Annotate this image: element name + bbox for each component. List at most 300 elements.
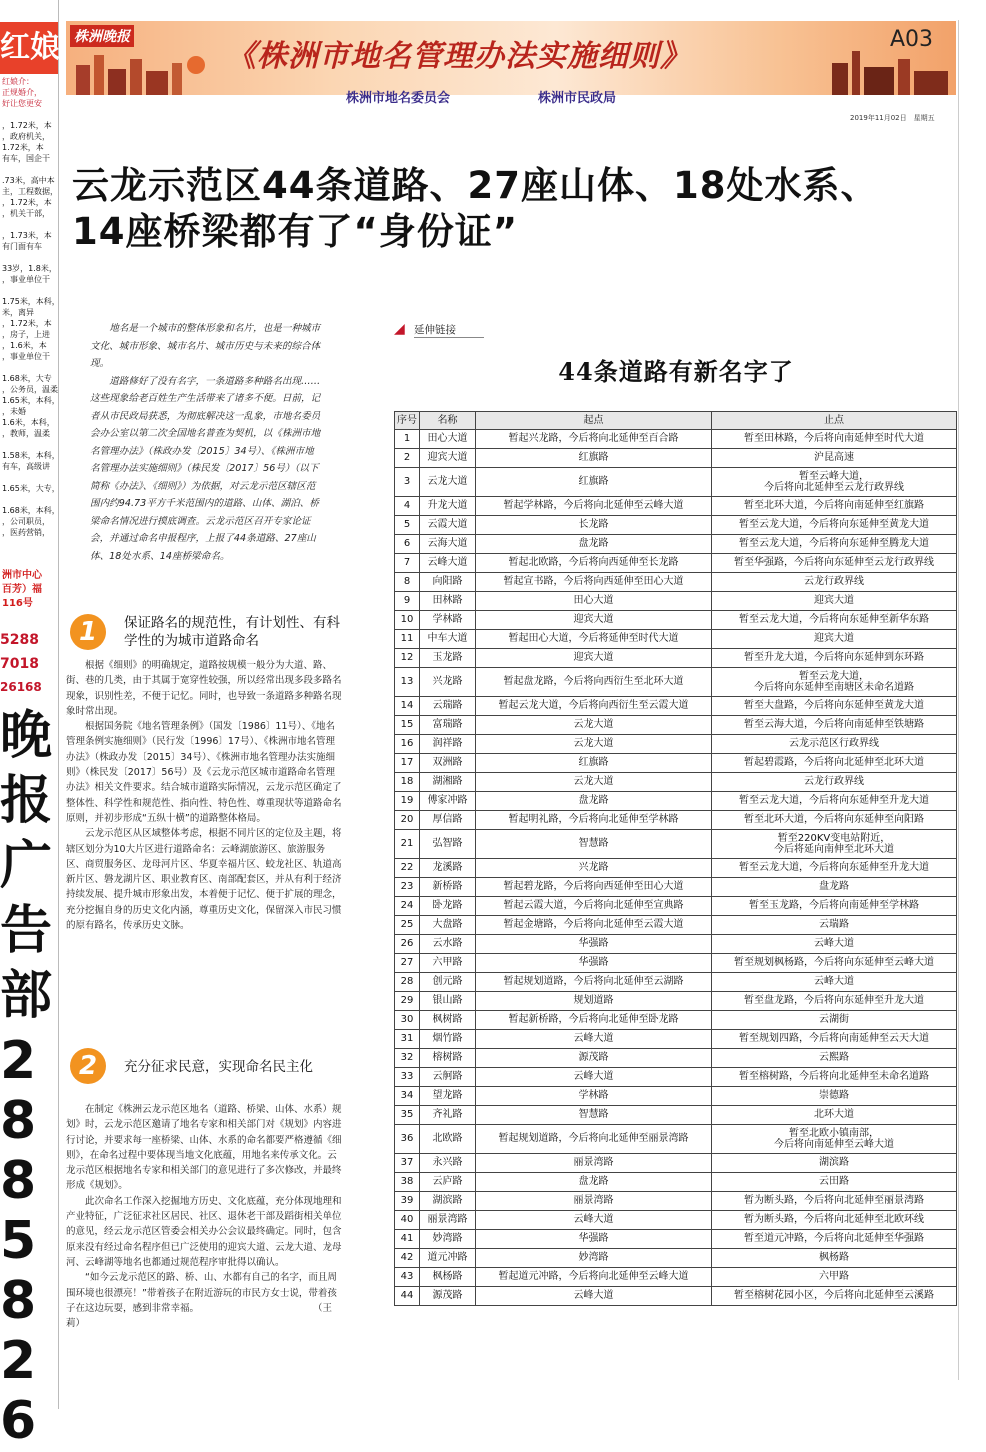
row-index: 26 bbox=[395, 935, 420, 954]
road-start: 暂起云霞大道，今后将向北延伸至宣典路 bbox=[476, 897, 712, 916]
row-index: 7 bbox=[395, 554, 420, 573]
table-row bbox=[395, 1249, 957, 1268]
road-end: 暂至规划四路，今后将向南延伸至云天大道 bbox=[712, 1030, 957, 1049]
ad-text-line: ，1.6米，本 bbox=[2, 341, 47, 350]
issue-date: 2019年11月02日 星期五 bbox=[850, 114, 935, 122]
road-name: 弘智路 bbox=[420, 830, 476, 859]
ad-room: 116号 bbox=[2, 598, 33, 609]
intro-paragraph: 道路修好了没有名字，一条道路多种路名出现……这些现象给老百姓生产生活带来了诸多不便。日前，记者从市民政局获悉，为彻底解决这一乱象，市地名委员会办公室以第二次全国地名普查为契机，以《株洲市地名管理办法》（株政办发〔2015〕34号）、《株洲市地名管理办法实施细则》（株民发〔2017〕56号）（以下简称《办法》、《细则》）为依据，对云龙示范区辖区范围内约94.73平方千米范围内的道路、山体、湖泊、桥梁命名情况进行摸底调查。云龙示范区召开专家论证会，并通过命名申报程序，上报了44条道路、27座山体、18处水系、14座桥梁命名。 bbox=[90, 375, 321, 562]
row-index: 13 bbox=[395, 668, 420, 697]
table-row bbox=[395, 497, 957, 516]
ad-big-char: 报 bbox=[0, 770, 53, 831]
ad-text-line bbox=[2, 494, 57, 505]
road-name: 向阳路 bbox=[420, 573, 476, 592]
road-end: 暂至云峰大道， 今后将向北延伸至云龙行政界线 bbox=[712, 468, 957, 497]
ad-text-line bbox=[2, 285, 57, 296]
ad-text-line bbox=[2, 439, 57, 450]
road-start: 源茂路 bbox=[476, 1049, 712, 1068]
row-index: 2 bbox=[395, 449, 420, 468]
road-end: 暂至榕树路，今后将向北延伸至未命名道路 bbox=[712, 1068, 957, 1087]
road-start: 暂起规划道路，今后将向北延伸至丽景湾路 bbox=[476, 1125, 712, 1154]
table-row bbox=[395, 878, 957, 897]
road-end: 暂至云海大道，今后将向南延伸至铁塘路 bbox=[712, 716, 957, 735]
road-end: 暂为断头路，今后将向北延伸至北欧环线 bbox=[712, 1211, 957, 1230]
road-name: 学林路 bbox=[420, 611, 476, 630]
row-index: 40 bbox=[395, 1211, 420, 1230]
arrow-down-right-icon: ◢ bbox=[394, 321, 405, 337]
row-index: 11 bbox=[395, 630, 420, 649]
road-name: 榕树路 bbox=[420, 1049, 476, 1068]
section-2-paragraph: 在制定《株洲云龙示范区地名（道路、桥梁、山体、水系）规划》时，云龙示范区邀请了地名专家和相关部门对《规划》内容进行讨论，并要求每一座桥梁、山体、水系的命名都要严格遵循《细则》，在命名过程中要体现当地文化底蕴，用地名来传承文化。云龙示范区根据地名专家和相关部门的意见进行了多次修改，并最终形成《规划》。 bbox=[66, 1104, 342, 1192]
road-names-table bbox=[394, 411, 957, 1306]
row-index: 30 bbox=[395, 1011, 420, 1030]
road-name: 双洲路 bbox=[420, 754, 476, 773]
road-end: 暂至田林路，今后将向南延伸至时代大道 bbox=[712, 430, 957, 449]
road-start: 华强路 bbox=[476, 1230, 712, 1249]
row-index: 36 bbox=[395, 1125, 420, 1154]
road-name: 创元路 bbox=[420, 973, 476, 992]
row-index: 8 bbox=[395, 573, 420, 592]
road-end: 暂至道元冲路，今后将向北延伸至华强路 bbox=[712, 1230, 957, 1249]
road-start: 智慧路 bbox=[476, 830, 712, 859]
road-start: 暂起兴龙路，今后将向北延伸至百合路 bbox=[476, 430, 712, 449]
road-start: 兴龙路 bbox=[476, 859, 712, 878]
row-index: 15 bbox=[395, 716, 420, 735]
road-end: 暂至玉龙路，今后将向南延伸至学林路 bbox=[712, 897, 957, 916]
ad-text-line: 有车，高级讲 bbox=[2, 462, 50, 471]
road-name: 北欧路 bbox=[420, 1125, 476, 1154]
table-row bbox=[395, 916, 957, 935]
row-index: 1 bbox=[395, 430, 420, 449]
road-start: 云龙大道 bbox=[476, 773, 712, 792]
ad-big-digit: 6 bbox=[0, 1391, 37, 1451]
ad-text-line: ，机关干部， bbox=[2, 209, 50, 218]
header-end: 止点 bbox=[712, 412, 957, 430]
ad-text-line: 1.65米，本科， bbox=[2, 396, 60, 405]
table-row bbox=[395, 1106, 957, 1125]
table-row bbox=[395, 1030, 957, 1049]
road-end: 暂起碧霞路，今后将向北延伸至北环大道 bbox=[712, 754, 957, 773]
road-end: 暂至北环大道，今后将向东延伸至向阳路 bbox=[712, 811, 957, 830]
ad-text-line bbox=[2, 472, 57, 483]
road-start: 规划道路 bbox=[476, 992, 712, 1011]
road-end: 六甲路 bbox=[712, 1268, 957, 1287]
banner-sponsor-2: 株洲市民政局 bbox=[538, 91, 617, 106]
row-index: 44 bbox=[395, 1287, 420, 1306]
road-name: 望龙路 bbox=[420, 1087, 476, 1106]
road-end: 沪昆高速 bbox=[712, 449, 957, 468]
road-start: 暂起云龙大道，今后将向西衍生至云霞大道 bbox=[476, 697, 712, 716]
road-start: 暂起学林路，今后将向北延伸至云峰大道 bbox=[476, 497, 712, 516]
table-row bbox=[395, 792, 957, 811]
header-index: 序号 bbox=[395, 412, 420, 430]
table-row bbox=[395, 1068, 957, 1087]
ad-text-line: 红娘介： bbox=[2, 77, 34, 86]
road-start: 暂起北欧路，今后将向西延伸至长龙路 bbox=[476, 554, 712, 573]
table-row bbox=[395, 649, 957, 668]
intro-text bbox=[90, 320, 323, 565]
road-end: 暂至榕树花园小区，今后将向北延伸至云溪路 bbox=[712, 1287, 957, 1306]
table-row bbox=[395, 973, 957, 992]
table-row bbox=[395, 716, 957, 735]
road-end: 暂至云龙大道，今后将向东延伸至升龙大道 bbox=[712, 859, 957, 878]
section-2-number: 2 bbox=[70, 1048, 106, 1084]
row-index: 10 bbox=[395, 611, 420, 630]
road-start: 云峰大道 bbox=[476, 1030, 712, 1049]
ad-big-digit: 2 bbox=[0, 1031, 37, 1091]
ad-text-line: ，事业单位干 bbox=[2, 275, 50, 284]
row-index: 39 bbox=[395, 1192, 420, 1211]
road-start: 盘龙路 bbox=[476, 1173, 712, 1192]
row-index: 4 bbox=[395, 497, 420, 516]
table-row bbox=[395, 1230, 957, 1249]
road-name: 云水路 bbox=[420, 935, 476, 954]
table-row bbox=[395, 859, 957, 878]
road-name: 云瑞路 bbox=[420, 697, 476, 716]
road-end: 暂至北环大道，今后将向南延伸至红旗路 bbox=[712, 497, 957, 516]
row-index: 34 bbox=[395, 1087, 420, 1106]
road-name: 妙湾路 bbox=[420, 1230, 476, 1249]
ad-text-line: 1.6米，本科， bbox=[2, 418, 55, 427]
road-name: 道元冲路 bbox=[420, 1249, 476, 1268]
left-ad-strip bbox=[0, 0, 60, 1451]
ad-text-line: 1.65米，大专， bbox=[2, 484, 60, 493]
road-end: 云峰大道 bbox=[712, 935, 957, 954]
road-end: 暂至升龙大道，今后将向东延伸到东环路 bbox=[712, 649, 957, 668]
section-2-title: 充分征求民意，实现命名民主化 bbox=[124, 1059, 313, 1075]
road-end: 暂至华强路，今后将向东延伸至云龙行政界线 bbox=[712, 554, 957, 573]
road-name: 新桥路 bbox=[420, 878, 476, 897]
ad-tel-2: 7018 bbox=[0, 656, 39, 672]
road-end: 暂至云龙大道，今后将向东延伸至升龙大道 bbox=[712, 792, 957, 811]
table-row bbox=[395, 754, 957, 773]
row-index: 37 bbox=[395, 1154, 420, 1173]
ad-text-line: ，公司职员， bbox=[2, 517, 50, 526]
road-name: 烟竹路 bbox=[420, 1030, 476, 1049]
ad-big-digit: 8 bbox=[0, 1091, 37, 1151]
table-row bbox=[395, 573, 957, 592]
road-end: 暂至盘龙路，今后将向东延伸至升龙大道 bbox=[712, 992, 957, 1011]
ad-text-line bbox=[2, 362, 57, 373]
road-start: 迎宾大道 bbox=[476, 611, 712, 630]
ad-text-line: 1.68米，本科， bbox=[2, 506, 60, 515]
road-name: 云霞大道 bbox=[420, 516, 476, 535]
ad-big-char: 告 bbox=[0, 900, 53, 961]
table-row bbox=[395, 1011, 957, 1030]
road-start: 暂起田心大道，今后将延伸至时代大道 bbox=[476, 630, 712, 649]
road-end: 暂至云龙大道，今后将向东延伸至新华东路 bbox=[712, 611, 957, 630]
road-start: 云峰大道 bbox=[476, 1068, 712, 1087]
road-start: 暂起盘龙路，今后将向西衍生至北环大道 bbox=[476, 668, 712, 697]
road-start: 盘龙路 bbox=[476, 535, 712, 554]
extension-link-label: 延伸链接 bbox=[414, 322, 484, 338]
headline-line-2: 14座桥梁都有了“身份证” bbox=[72, 210, 519, 253]
road-end: 崇德路 bbox=[712, 1087, 957, 1106]
road-end: 暂至大盘路，今后将向东延伸至黄龙大道 bbox=[712, 697, 957, 716]
ad-brand: 红娘 bbox=[0, 22, 58, 74]
road-start: 云峰大道 bbox=[476, 1211, 712, 1230]
table-row bbox=[395, 992, 957, 1011]
table-row bbox=[395, 1192, 957, 1211]
road-end: 暂至规划枫杨路，今后将向东延伸至云峰大道 bbox=[712, 954, 957, 973]
section-2-paragraph: “如今云龙示范区的路、桥、山、水都有自己的名字，而且周围环境也很漂亮！”带着孩子在附近游玩的市民方女士说，带着孩子在这边玩耍，感到非常幸福。 （王莉） bbox=[66, 1272, 337, 1330]
table-row bbox=[395, 535, 957, 554]
road-end: 云湖街 bbox=[712, 1011, 957, 1030]
ad-big-digit: 8 bbox=[0, 1151, 37, 1211]
ad-text-line: 好让您更安 bbox=[2, 99, 42, 108]
table-row bbox=[395, 611, 957, 630]
table-row bbox=[395, 516, 957, 535]
section-2-body bbox=[66, 1102, 342, 1331]
road-name: 湖滨路 bbox=[420, 1192, 476, 1211]
table-title: 44条道路有新名字了 bbox=[558, 357, 794, 386]
section-1-body bbox=[66, 658, 342, 933]
road-name: 田心大道 bbox=[420, 430, 476, 449]
row-index: 22 bbox=[395, 859, 420, 878]
table-row bbox=[395, 1287, 957, 1306]
row-index: 14 bbox=[395, 697, 420, 716]
row-index: 5 bbox=[395, 516, 420, 535]
road-name: 玉龙路 bbox=[420, 649, 476, 668]
road-name: 枫树路 bbox=[420, 1011, 476, 1030]
section-1-title: 保证路名的规范性，有计划性、有科学性的为城市道路命名 bbox=[124, 615, 340, 649]
road-end: 迎宾大道 bbox=[712, 592, 957, 611]
road-name: 六甲路 bbox=[420, 954, 476, 973]
road-start: 智慧路 bbox=[476, 1106, 712, 1125]
ad-address: 百芳）福 bbox=[2, 584, 42, 595]
row-index: 3 bbox=[395, 468, 420, 497]
road-end: 湖滨路 bbox=[712, 1154, 957, 1173]
table-row bbox=[395, 1154, 957, 1173]
road-name: 源茂路 bbox=[420, 1287, 476, 1306]
road-name: 云舸路 bbox=[420, 1068, 476, 1087]
ad-text-line: 有车，国企干 bbox=[2, 154, 50, 163]
ad-text-line bbox=[2, 219, 57, 230]
table-row bbox=[395, 1211, 957, 1230]
road-end: 云龙示范区行政界线 bbox=[712, 735, 957, 754]
road-start: 云龙大道 bbox=[476, 716, 712, 735]
road-name: 丽景湾路 bbox=[420, 1211, 476, 1230]
table-row bbox=[395, 1173, 957, 1192]
ad-text-line: ，公务员，温柔 bbox=[2, 385, 58, 394]
row-index: 19 bbox=[395, 792, 420, 811]
road-start: 暂起宣书路，今后将向西延伸至田心大道 bbox=[476, 573, 712, 592]
row-index: 41 bbox=[395, 1230, 420, 1249]
table-row bbox=[395, 449, 957, 468]
table-row bbox=[395, 430, 957, 449]
road-end: 云瑞路 bbox=[712, 916, 957, 935]
road-end: 云田路 bbox=[712, 1173, 957, 1192]
table-row bbox=[395, 811, 957, 830]
factory-illustration bbox=[826, 45, 956, 95]
road-start: 丽景湾路 bbox=[476, 1154, 712, 1173]
road-name: 银山路 bbox=[420, 992, 476, 1011]
road-name: 云峰大道 bbox=[420, 554, 476, 573]
row-index: 24 bbox=[395, 897, 420, 916]
table-row bbox=[395, 1125, 957, 1154]
road-start: 暂起碧龙路，今后将向西延伸至田心大道 bbox=[476, 878, 712, 897]
page-number: A03 bbox=[890, 27, 934, 52]
ad-text-line bbox=[2, 252, 57, 263]
row-index: 18 bbox=[395, 773, 420, 792]
road-start: 暂起道元冲路，今后将向北延伸至云峰大道 bbox=[476, 1268, 712, 1287]
intro-paragraph: 地名是一个城市的整体形象和名片，也是一种城市文化、城市形象、城市名片、城市历史与未来的综合体现。 bbox=[90, 323, 321, 369]
road-start: 红旗路 bbox=[476, 754, 712, 773]
header-name: 名称 bbox=[420, 412, 476, 430]
section-1-paragraph: 根据《细则》的明确规定，道路按规模一般分为大道、路、街、巷的几类，由于其属于宽穿性较强，所以经常出现多段多路名现象，识别性差，不便于记忆。同时，也导致一条道路多种路名现象时常出现。 bbox=[66, 660, 342, 717]
road-name: 齐礼路 bbox=[420, 1106, 476, 1125]
row-index: 16 bbox=[395, 735, 420, 754]
row-index: 28 bbox=[395, 973, 420, 992]
road-end: 暂至北欧小镇南部， 今后将向南延伸至云峰大道 bbox=[712, 1125, 957, 1154]
row-index: 20 bbox=[395, 811, 420, 830]
road-end: 暂至220KV变电站附近， 今后将延向南伸至北环大道 bbox=[712, 830, 957, 859]
table-row bbox=[395, 468, 957, 497]
table-row bbox=[395, 954, 957, 973]
road-name: 润祥路 bbox=[420, 735, 476, 754]
table-row bbox=[395, 897, 957, 916]
table-row bbox=[395, 735, 957, 754]
road-name: 富瑞路 bbox=[420, 716, 476, 735]
row-index: 25 bbox=[395, 916, 420, 935]
table-body bbox=[395, 430, 957, 1306]
road-start: 红旗路 bbox=[476, 468, 712, 497]
row-index: 38 bbox=[395, 1173, 420, 1192]
headline-line-1: 云龙示范区44条道路、27座山体、18处水系、 bbox=[72, 164, 879, 207]
ad-text-line: 1.58米，本科， bbox=[2, 451, 60, 460]
section-2-paragraph: 此次命名工作深入挖掘地方历史、文化底蕴，充分体现地理和产业特征，广泛征求社区居民、社区、退休老干部及蹈街相关单位的意见，经云龙示范区管委会相关办公会议最终确定。同时，包含原来没有经过命名程序但已广泛使用的迎宾大道、云龙大道、龙母河、云峰湖等地名也都通过规范程序审批得以确认。 bbox=[66, 1195, 342, 1268]
road-name: 厚信路 bbox=[420, 811, 476, 830]
road-end: 暂至云龙大道，今后将向东延伸至黄龙大道 bbox=[712, 516, 957, 535]
row-index: 35 bbox=[395, 1106, 420, 1125]
road-name: 傅家冲路 bbox=[420, 792, 476, 811]
table-row bbox=[395, 697, 957, 716]
road-start: 暂起规划道路，今后将向北延伸至云湖路 bbox=[476, 973, 712, 992]
ad-text-line bbox=[2, 164, 57, 175]
road-name: 永兴路 bbox=[420, 1154, 476, 1173]
ad-text-line: ，房子，上进 bbox=[2, 330, 50, 339]
road-name: 枫杨路 bbox=[420, 1268, 476, 1287]
ad-text-line: 1.68米，大专 bbox=[2, 374, 52, 383]
ad-text-line bbox=[2, 109, 57, 120]
right-margin-line bbox=[958, 20, 960, 1380]
headline bbox=[72, 163, 962, 255]
banner-title: 《株洲市地名管理办法实施细则》 bbox=[226, 39, 691, 74]
road-name: 中车大道 bbox=[420, 630, 476, 649]
road-end: 枫杨路 bbox=[712, 1249, 957, 1268]
road-end: 北环大道 bbox=[712, 1106, 957, 1125]
table-row bbox=[395, 630, 957, 649]
ad-text-line: ，1.72米，本 bbox=[2, 319, 52, 328]
ad-tel-3: 26168 bbox=[0, 680, 42, 694]
ad-text-line: 主，工程数据， bbox=[2, 187, 58, 196]
road-name: 田林路 bbox=[420, 592, 476, 611]
row-index: 42 bbox=[395, 1249, 420, 1268]
ad-text-line: 正规婚介， bbox=[2, 88, 42, 97]
page-banner bbox=[66, 21, 956, 106]
ad-text-line: ，1.73米，本 bbox=[2, 231, 52, 240]
road-start: 田心大道 bbox=[476, 592, 712, 611]
ad-text-line: ，事业单位干 bbox=[2, 352, 50, 361]
row-index: 31 bbox=[395, 1030, 420, 1049]
road-name: 云海大道 bbox=[420, 535, 476, 554]
row-index: 17 bbox=[395, 754, 420, 773]
row-index: 32 bbox=[395, 1049, 420, 1068]
newspaper-logo: 株洲晚报 bbox=[70, 25, 134, 47]
road-end: 暂至云龙大道，今后将向东延伸至腾龙大道 bbox=[712, 535, 957, 554]
row-index: 33 bbox=[395, 1068, 420, 1087]
row-index: 6 bbox=[395, 535, 420, 554]
road-name: 云龙大道 bbox=[420, 468, 476, 497]
road-name: 湖湘路 bbox=[420, 773, 476, 792]
ad-big-char: 晚 bbox=[0, 705, 53, 766]
road-start: 红旗路 bbox=[476, 449, 712, 468]
road-end: 云龙行政界线 bbox=[712, 573, 957, 592]
ad-big-digit: 5 bbox=[0, 1211, 37, 1271]
ad-tel-1: 5288 bbox=[0, 632, 39, 648]
ad-text-line: 有门面有车 bbox=[2, 242, 42, 251]
ad-text-line: 1.75米，本科， bbox=[2, 297, 60, 306]
ad-text-line: ，未婚 bbox=[2, 407, 26, 416]
ad-text-lines bbox=[2, 76, 60, 538]
table-row bbox=[395, 554, 957, 573]
ad-text-line: .73米，高中本 bbox=[2, 176, 55, 185]
road-end: 盘龙路 bbox=[712, 878, 957, 897]
section-1-paragraph: 根据国务院《地名管理条例》（国发〔1986〕11号）、《地名管理条例实施细则》（民行发〔1996〕17号）、《株洲市地名管理办法》（株政办发〔2015〕34号）、《株洲市地名管理办法实施细则》（株民发〔2017〕56号）及《云龙示范区城市道路命名管理办法》相关文件要求。结合城市道路实际情况，云龙示范区确定了整体性、科学性和规范性、指向性、特色性、尊重现状等道路命名原则，并初步形成“五纵十横”的道路整体格局。 bbox=[66, 721, 342, 824]
road-name: 云庐路 bbox=[420, 1173, 476, 1192]
road-start: 华强路 bbox=[476, 935, 712, 954]
road-end: 云龙行政界线 bbox=[712, 773, 957, 792]
ad-big-digit: 8 bbox=[0, 1271, 37, 1331]
ad-text-line: 33岁，1.8米， bbox=[2, 264, 57, 273]
road-end: 云熙路 bbox=[712, 1049, 957, 1068]
row-index: 21 bbox=[395, 830, 420, 859]
road-name: 兴龙路 bbox=[420, 668, 476, 697]
road-start: 云峰大道 bbox=[476, 1287, 712, 1306]
row-index: 12 bbox=[395, 649, 420, 668]
ad-text-line: 米，离异 bbox=[2, 308, 34, 317]
road-end: 暂至云龙大道， 今后将向东延伸至南塘区未命名道路 bbox=[712, 668, 957, 697]
road-end: 暂为断头路，今后将向北延伸至丽景湾路 bbox=[712, 1192, 957, 1211]
table-row bbox=[395, 830, 957, 859]
banner-sponsor-1: 株洲市地名委员会 bbox=[346, 91, 451, 106]
table-row bbox=[395, 773, 957, 792]
table-row bbox=[395, 935, 957, 954]
ad-big-digit: 2 bbox=[0, 1331, 37, 1391]
ad-text-line: ，政府机关， bbox=[2, 132, 50, 141]
road-start: 迎宾大道 bbox=[476, 649, 712, 668]
road-name: 龙溪路 bbox=[420, 859, 476, 878]
road-start: 长龙路 bbox=[476, 516, 712, 535]
road-name: 卧龙路 bbox=[420, 897, 476, 916]
road-name: 升龙大道 bbox=[420, 497, 476, 516]
section-1-paragraph: 云龙示范区从区域整体考虑，根据不同片区的定位及主题，将辖区划分为10大片区进行道路命名：云峰湖旅游区、旅游服务区、商贸服务区、龙母河片区、华夏幸福片区、蛟龙社区、轨道高新片区、磐龙湖片区、职业教育区、南部配套区，并从有利于经济持续发展、提升城市形象出发，本着便于记忆、便于扩展的理念，充分挖掘自身的历史文化内涵，尊重历史文化，保留深入市民习惯的原有路名，传承历史文脉。 bbox=[66, 828, 342, 932]
ad-text-line: ，1.72米，本 bbox=[2, 121, 52, 130]
road-start: 华强路 bbox=[476, 954, 712, 973]
road-end: 云峰大道 bbox=[712, 973, 957, 992]
road-start: 学林路 bbox=[476, 1087, 712, 1106]
road-end: 迎宾大道 bbox=[712, 630, 957, 649]
row-index: 9 bbox=[395, 592, 420, 611]
header-start: 起点 bbox=[476, 412, 712, 430]
ad-center: 洲市中心 bbox=[2, 570, 42, 581]
road-name: 迎宾大道 bbox=[420, 449, 476, 468]
road-start: 丽景湾路 bbox=[476, 1192, 712, 1211]
ad-big-char: 广 bbox=[0, 835, 53, 896]
road-start: 云龙大道 bbox=[476, 735, 712, 754]
road-start: 暂起明礼路，今后将向北延伸至学林路 bbox=[476, 811, 712, 830]
row-index: 43 bbox=[395, 1268, 420, 1287]
